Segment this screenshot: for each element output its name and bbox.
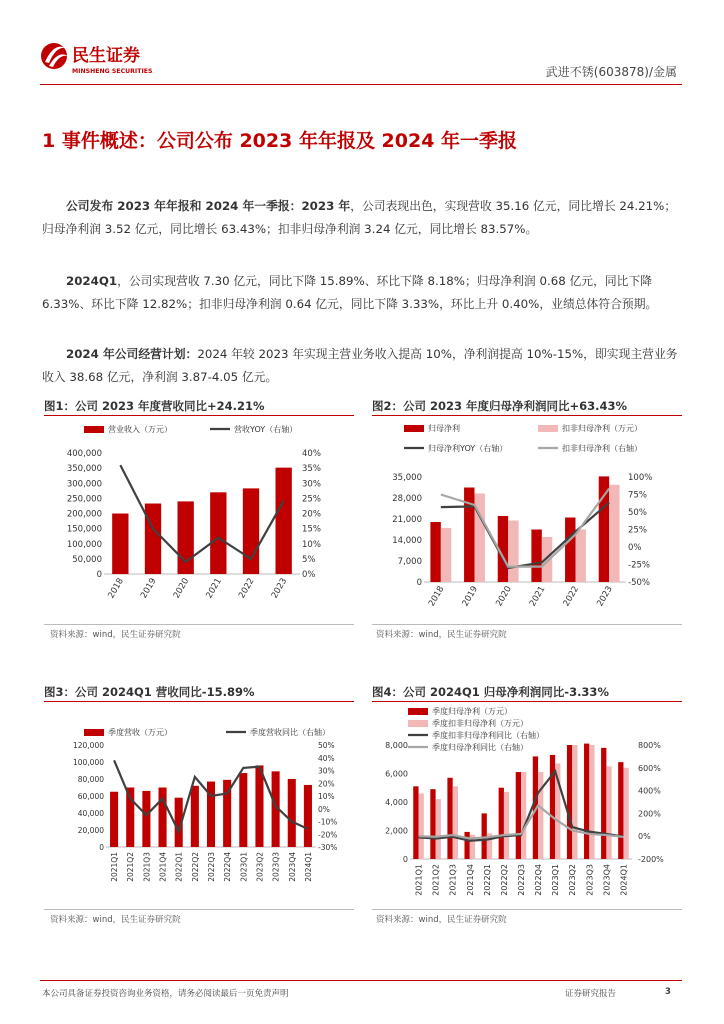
paragraph-3: [42, 343, 686, 389]
bar: [572, 745, 577, 859]
bar: [521, 772, 526, 859]
y-right-tick-label: 15%: [302, 524, 321, 535]
y-left-tick-label: 8,000: [385, 741, 408, 750]
y-right-tick-label: 5%: [302, 554, 316, 565]
brand-en: MINSHENG SECURITIES: [72, 68, 153, 75]
bar: [453, 786, 458, 859]
figure-1-title: 图1：公司 2023 年度营收同比+24.21%: [44, 399, 265, 413]
y-right-tick-label: 30%: [302, 479, 321, 490]
y-left-tick-label: 400,000: [66, 449, 102, 459]
figure-3-title: 图3：公司 2024Q1 营收同比-15.89%: [44, 685, 255, 699]
y-left-tick-label: 2,000: [385, 826, 408, 836]
legend-label: 归母净利: [428, 424, 460, 433]
x-category-label: 2021: [204, 576, 224, 601]
y-left-tick-label: 40,000: [77, 809, 104, 818]
y-left-tick-label: 120,000: [72, 741, 104, 750]
x-category-label: 2022Q2: [190, 852, 200, 882]
chart-2: [372, 417, 682, 620]
bar: [576, 530, 586, 583]
y-right-tick-label: 200%: [638, 809, 661, 819]
figure-4-title: 图4：公司 2024Q1 归母净利润同比-3.33%: [372, 685, 609, 699]
y-left-tick-label: 28,000: [392, 494, 422, 504]
x-category-label: 2024Q1: [303, 852, 313, 882]
x-category-label: 2022Q4: [223, 852, 233, 882]
paragraph-1: [42, 195, 686, 241]
x-category-label: 2023: [595, 584, 615, 609]
x-category-label: 2020: [494, 584, 514, 609]
legend-swatch: [84, 729, 104, 736]
x-category-label: 2019: [139, 576, 159, 601]
stock-label: 武进不锈(603878)/金属: [545, 65, 677, 79]
figure-3-rule: [44, 701, 354, 702]
legend-label: 季度归母净利同比（右轴）: [432, 743, 528, 752]
legend-label: 季度营收（万元）: [108, 728, 172, 737]
y-left-tick-label: 60,000: [77, 792, 104, 801]
y-right-tick-label: 10%: [318, 792, 335, 801]
y-right-tick-label: -50%: [628, 578, 650, 588]
y-right-tick-label: 30%: [318, 766, 335, 776]
y-right-tick-label: -25%: [628, 560, 650, 571]
figure-3-source-rule: [44, 909, 354, 910]
chart-1: [44, 417, 354, 620]
footer-report-type: 证券研究报告: [565, 989, 617, 999]
x-category-label: 2023Q2: [568, 864, 578, 896]
paragraph-2-body: ，公司实现营收 7.30 亿元，同比下降 15.89%、环比下降 8.18%；归母净利润 0.68 亿元，同比下降 6.33%、环比下降 12.82%；扣非归母净利润 0.64 亿元，同比下降 3.33%，环比上升 0.40%，业绩总体符合预期。: [42, 274, 658, 311]
x-category-label: 2021Q1: [110, 852, 120, 882]
y-left-tick-label: 80,000: [77, 775, 104, 784]
y-left-tick-label: 4,000: [385, 798, 408, 807]
bar: [142, 791, 150, 847]
figure-3-source: 资料来源：wind，民生证券研究院: [50, 915, 181, 925]
minsheng-logo: [40, 36, 180, 80]
y-left-tick-label: 14,000: [392, 536, 422, 546]
legend-label: 营业收入（万元）: [108, 425, 172, 434]
y-right-tick-label: 35%: [302, 464, 321, 475]
y-left-tick-label: 300,000: [66, 479, 102, 490]
figure-2-source: 资料来源：wind，民生证券研究院: [376, 630, 507, 640]
legend-label: 归母净利YOY（右轴）: [428, 444, 508, 453]
x-category-label: 2023: [269, 576, 290, 601]
bar: [441, 528, 451, 582]
x-category-label: 2024Q1: [619, 864, 629, 896]
y-right-tick-label: 400%: [638, 786, 661, 796]
bar: [609, 485, 619, 582]
bar: [110, 792, 118, 847]
y-right-tick-label: 40%: [302, 449, 321, 459]
paragraph-1-lead: 公司发布 2023 年年报和 2024 年一季报：2023 年: [66, 199, 351, 213]
y-right-tick-label: 75%: [628, 490, 647, 501]
x-category-label: 2020: [171, 576, 192, 601]
y-left-tick-label: 35,000: [392, 473, 422, 483]
y-left-tick-label: 100,000: [66, 539, 102, 550]
y-right-tick-label: 25%: [628, 525, 647, 536]
x-category-label: 2021Q1: [414, 864, 424, 896]
bar: [243, 488, 259, 574]
y-left-tick-label: 0: [402, 855, 408, 864]
x-category-label: 2021Q3: [142, 852, 152, 882]
legend-label: 季度营收同比（右轴）: [250, 728, 330, 737]
section-title: 1 事件概述：公司公布 2023 年年报及 2024 年一季报: [42, 130, 518, 152]
legend-swatch: [408, 708, 428, 715]
y-left-tick-label: 200,000: [66, 509, 102, 520]
bar: [112, 514, 128, 575]
x-category-label: 2023Q3: [585, 864, 595, 896]
paragraph-2-lead: 2024Q1: [66, 274, 118, 288]
chart-4: [372, 703, 682, 906]
paragraph-3-body: 2024 年较 2023 年实现主营业务收入提高 10%，净利润提高 10%-15%，即实现主营业务收入 38.68 亿元，净利润 3.87-4.05 亿元。: [42, 347, 678, 384]
bar: [606, 766, 611, 859]
bar: [304, 785, 312, 847]
y-right-tick-label: 800%: [638, 741, 661, 750]
y-right-tick-label: -20%: [318, 830, 338, 840]
x-category-label: 2022: [561, 584, 582, 609]
bar: [589, 745, 594, 859]
y-right-tick-label: 20%: [302, 509, 321, 520]
footer-disclaimer: 本公司具备证券投资咨询业务资格，请务必阅读最后一页免责声明: [42, 989, 289, 999]
x-category-label: 2023Q2: [255, 852, 265, 882]
y-right-tick-label: 600%: [638, 763, 661, 773]
x-category-label: 2022Q3: [207, 852, 216, 882]
y-right-tick-label: 0%: [318, 804, 330, 814]
bar: [288, 779, 296, 847]
x-category-label: 2021Q2: [126, 852, 136, 882]
bar: [159, 788, 167, 848]
y-right-tick-label: 0%: [302, 570, 316, 580]
bar: [191, 786, 199, 847]
y-right-tick-label: 40%: [318, 753, 335, 763]
x-category-label: 2023Q4: [287, 852, 297, 882]
bar: [413, 786, 418, 859]
chart-3: [44, 703, 354, 906]
bar: [464, 832, 469, 859]
legend-label: 季度扣非归母净利同比（右轴）: [432, 731, 544, 740]
bar: [565, 518, 575, 583]
bar: [447, 778, 452, 859]
bar: [618, 762, 623, 859]
page-number: 3: [665, 987, 671, 997]
x-category-label: 2021Q2: [431, 864, 441, 896]
x-category-label: 2023Q1: [239, 852, 249, 882]
bar: [531, 530, 541, 583]
figure-2-rule: [372, 415, 682, 416]
figure-2-title: 图2：公司 2023 年度归母净利润同比+63.43%: [372, 399, 628, 413]
bar: [436, 799, 441, 859]
legend-label: 扣非归母净利（万元）: [562, 424, 642, 433]
x-category-label: 2023Q3: [271, 852, 281, 882]
legend-swatch: [538, 425, 558, 432]
x-category-label: 2019: [460, 584, 481, 609]
figure-2-source-rule: [372, 624, 682, 625]
bar: [504, 792, 509, 859]
legend-label: 营收YOY（右轴）: [234, 425, 298, 434]
bar: [239, 773, 247, 847]
bar: [419, 793, 424, 859]
paragraph-2: [42, 270, 686, 316]
y-right-tick-label: -10%: [318, 817, 338, 827]
bar: [601, 748, 606, 859]
y-left-tick-label: 0: [96, 570, 102, 580]
bar: [623, 768, 628, 859]
figure-4-source-rule: [372, 909, 682, 910]
y-left-tick-label: 21,000: [392, 515, 422, 525]
y-left-tick-label: 50,000: [72, 554, 102, 565]
y-left-tick-label: 250,000: [66, 494, 102, 505]
y-left-tick-label: 6,000: [385, 769, 408, 779]
y-right-tick-label: -30%: [318, 843, 338, 852]
y-right-tick-label: 10%: [302, 539, 321, 550]
x-category-label: 2023Q1: [551, 864, 561, 896]
figure-1-source: 资料来源：wind，民生证券研究院: [50, 630, 181, 640]
bar: [584, 744, 589, 859]
figure-1-source-rule: [44, 624, 354, 625]
header-rule: [40, 84, 682, 85]
y-right-tick-label: 50%: [628, 508, 647, 518]
legend-swatch: [404, 425, 424, 432]
y-left-tick-label: 0: [416, 578, 422, 588]
y-left-tick-label: 0: [99, 843, 104, 852]
x-category-label: 2021Q4: [465, 864, 475, 896]
y-right-tick-label: 100%: [628, 473, 653, 483]
legend-swatch: [84, 426, 104, 433]
bar: [210, 492, 226, 574]
y-right-tick-label: 0%: [638, 832, 651, 842]
bar: [430, 522, 440, 582]
figure-4-source: 资料来源：wind，民生证券研究院: [376, 915, 507, 925]
bar: [567, 745, 572, 859]
x-category-label: 2021Q3: [448, 864, 458, 896]
bar: [499, 788, 504, 859]
x-category-label: 2022Q3: [517, 864, 526, 896]
x-category-label: 2022Q1: [482, 864, 492, 896]
y-right-tick-label: 0%: [628, 543, 642, 553]
paragraph-1-body: ，公司表现出色，实现营收 35.16 亿元，同比增长 24.21%；归母净利润 3.52 亿元，同比增长 63.43%；扣非归母净利润 3.24 亿元，同比增长 83.57%。: [42, 199, 677, 236]
bar: [276, 468, 292, 574]
x-category-label: 2018: [106, 576, 126, 601]
legend-label: 扣非归母净利（右轴）: [562, 444, 642, 453]
bar: [482, 813, 487, 859]
legend-label: 季度扣非归母净利（万元）: [432, 719, 528, 728]
figure-4-rule: [372, 701, 682, 702]
x-category-label: 2021: [527, 584, 548, 609]
figure-1-rule: [44, 415, 354, 416]
footer-rule: [40, 980, 682, 981]
y-right-tick-label: -200%: [638, 855, 664, 864]
bar: [145, 504, 161, 574]
y-left-tick-label: 20,000: [77, 826, 104, 835]
y-left-tick-label: 150,000: [66, 524, 102, 535]
legend-label: 季度归母净利（万元）: [432, 707, 512, 716]
y-left-tick-label: 350,000: [66, 464, 102, 475]
bar: [430, 789, 435, 859]
bar: [255, 765, 263, 847]
bar: [508, 521, 518, 583]
x-category-label: 2022: [237, 576, 257, 601]
legend-swatch: [408, 720, 428, 727]
y-left-tick-label: 100,000: [72, 758, 104, 767]
y-right-tick-label: 50%: [318, 741, 335, 750]
bar: [538, 772, 543, 859]
x-category-label: 2023Q4: [602, 864, 612, 896]
y-left-tick-label: 7,000: [397, 557, 422, 567]
paragraph-3-lead: 2024 年公司经营计划：: [66, 347, 198, 361]
y-right-tick-label: 20%: [318, 779, 335, 789]
x-category-label: 2022Q1: [174, 852, 184, 882]
x-category-label: 2018: [426, 584, 447, 609]
x-category-label: 2022Q4: [534, 864, 544, 896]
bar: [516, 772, 521, 859]
y-right-tick-label: 25%: [302, 494, 321, 505]
x-category-label: 2021Q4: [158, 852, 168, 882]
x-category-label: 2022Q2: [499, 864, 509, 896]
brand-cn: 民生证券: [72, 46, 140, 66]
